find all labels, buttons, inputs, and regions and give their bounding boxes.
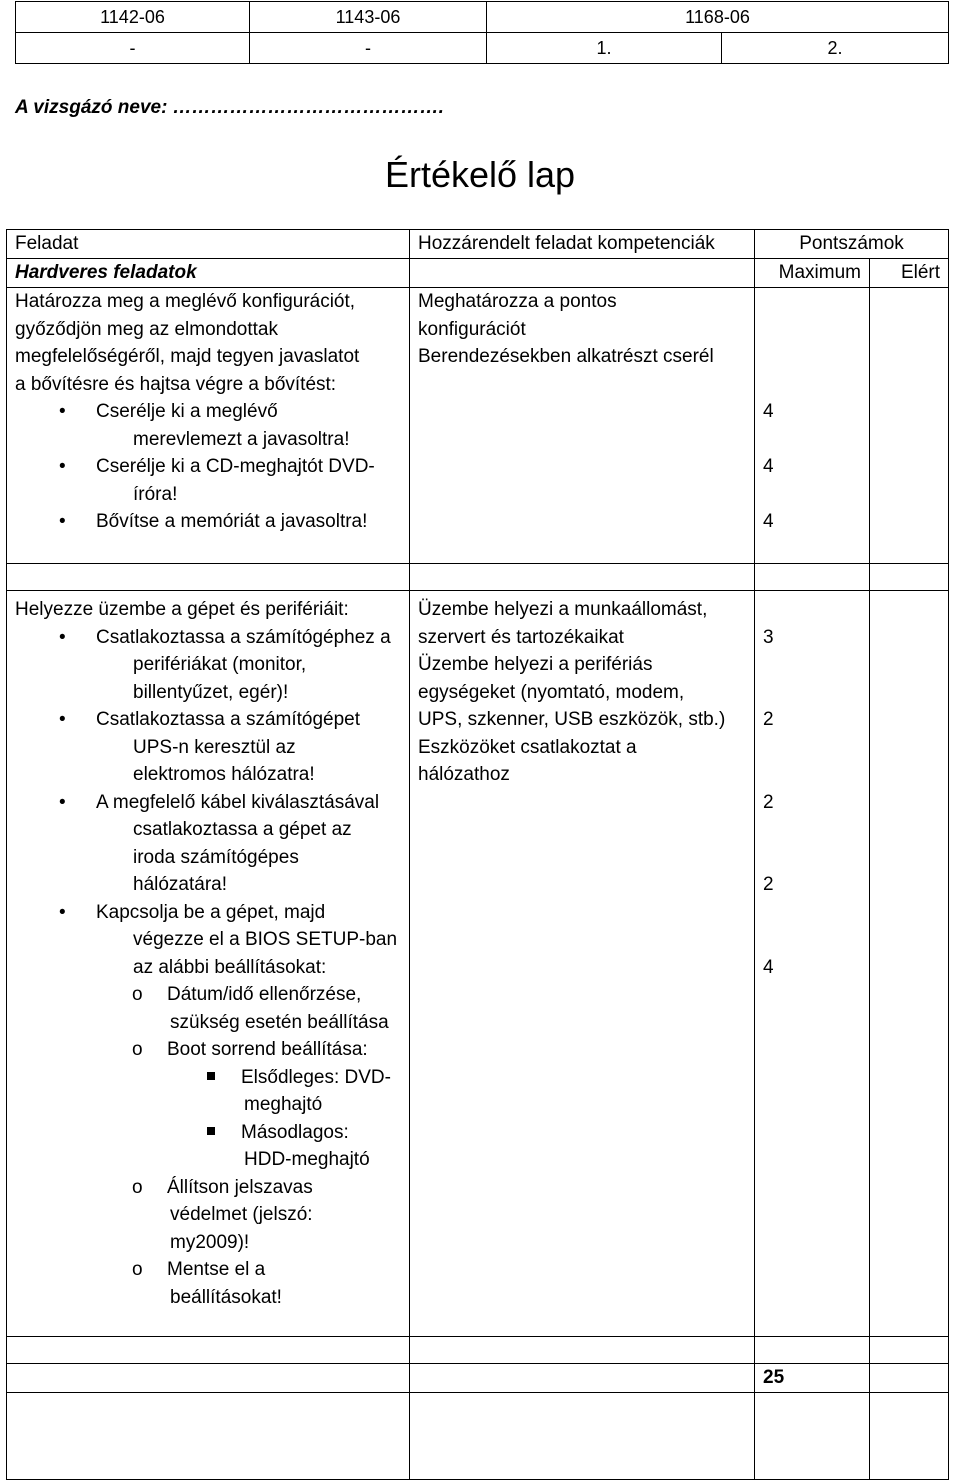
max-points: 4: [763, 401, 774, 422]
sub-list-item: [15, 981, 401, 1036]
header-maximum: Maximum: [755, 259, 870, 288]
competency-line: hálózathoz: [418, 764, 510, 785]
page-title: Értékelő lap: [384, 154, 576, 195]
total-row: [7, 1364, 949, 1393]
list-item-text: A megfelelő kábel kiválasztásával: [96, 791, 380, 813]
code-cell: -: [16, 33, 250, 64]
competency-line: UPS, szkenner, USB eszközök, stb.): [418, 709, 726, 730]
header-competencies: Hozzárendelt feladat kompetenciák: [410, 230, 755, 259]
task-description: [7, 288, 410, 564]
competency-line: Üzembe helyezi a perifériás: [418, 654, 653, 675]
list-item-text: íróra!: [133, 483, 178, 505]
max-points: 2: [763, 709, 774, 730]
table-header-row: [7, 230, 949, 259]
list-item-text: szükség esetén beállítása: [170, 1011, 389, 1033]
list-item-text: billentyűzet, egér)!: [133, 681, 289, 703]
sub-sub-list-item: [15, 1064, 401, 1119]
list-item: [15, 706, 401, 789]
list-item-text: Állítson jelszavas: [167, 1176, 313, 1198]
competency-line: konfigurációt: [418, 318, 526, 340]
task-intro-line: győződjön meg az elmondottak: [15, 318, 278, 340]
competency-line: Üzembe helyezi a munkaállomást,: [418, 599, 708, 620]
list-item-text: elektromos hálózatra!: [133, 764, 315, 785]
list-item-text: Cserélje ki a CD-meghajtót DVD-: [96, 456, 375, 477]
list-item-text: csatlakoztassa a gépet az: [133, 819, 352, 840]
spacer-row: [7, 1337, 949, 1364]
achieved-points-cell: [870, 591, 949, 1337]
competency-line: Meghatározza a pontos: [418, 291, 617, 312]
task-description: [7, 591, 410, 1337]
sub-sub-list-item: [15, 1119, 401, 1174]
code-row-1: [16, 2, 949, 33]
list-item-text: HDD-meghajtó: [244, 1149, 370, 1170]
list-item-text: Másodlagos:: [241, 1121, 349, 1143]
spacer-row: [7, 564, 949, 591]
max-points: 4: [763, 956, 774, 978]
list-item-text: Dátum/idő ellenőrzése,: [167, 984, 362, 1005]
list-item-text: Kapcsolja be a gépet, majd: [96, 901, 326, 923]
code-cell: 1168-06: [487, 2, 949, 33]
max-points-cell: [755, 591, 870, 1337]
evaluation-table: [6, 229, 949, 1480]
total-points: 25: [755, 1364, 870, 1393]
candidate-name-label: A vizsgázó neve: …………………………………….: [15, 97, 444, 118]
list-item-text: Mentse el a: [167, 1259, 266, 1280]
table-subheader-row: [7, 259, 949, 288]
task-list: [15, 398, 401, 536]
max-points: 2: [763, 791, 774, 813]
max-points: 4: [763, 511, 774, 532]
competency-line: Eszközöket csatlakoztat a: [418, 736, 637, 758]
code-cell: -: [250, 33, 487, 64]
list-item-text: iroda számítógépes: [133, 846, 299, 868]
list-item: [15, 624, 401, 707]
code-cell: 1143-06: [250, 2, 487, 33]
list-item-text: Csatlakoztassa a számítógépet: [96, 709, 361, 730]
list-item-text: Boot sorrend beállítása:: [167, 1039, 368, 1060]
task-intro-line: a bővítésre és hajtsa végre a bővítést:: [15, 373, 337, 395]
list-item-text: UPS-n keresztül az: [133, 736, 296, 758]
list-item-text: az alábbi beállításokat:: [133, 956, 327, 978]
code-row-2: [16, 33, 949, 64]
list-item-text: merevlemezt a javasoltra!: [133, 428, 350, 450]
code-cell: 1.: [487, 33, 722, 64]
list-item-text: meghajtó: [244, 1094, 323, 1115]
list-item: [15, 789, 401, 899]
list-item-text: Csatlakoztassa a számítógéphez a: [96, 626, 391, 648]
list-item-text: Bővítse a memóriát a javasoltra!: [96, 511, 368, 532]
sub-list-item: [15, 1256, 401, 1311]
competency-cell: [410, 591, 755, 1337]
competency-line: egységeket (nyomtató, modem,: [418, 681, 685, 703]
list-item-text: my2009)!: [170, 1231, 250, 1253]
code-table: [15, 1, 949, 64]
task-intro-line: Határozza meg a meglévő konfigurációt,: [15, 291, 356, 312]
max-points: 4: [763, 456, 774, 477]
list-item-text: beállításokat!: [170, 1286, 282, 1308]
task-row-1: [7, 288, 949, 564]
max-points: 3: [763, 626, 774, 648]
list-item-text: végezze el a BIOS SETUP-ban: [133, 929, 398, 950]
list-item-text: Elsődleges: DVD-: [241, 1066, 391, 1088]
competency-line: szervert és tartozékaikat: [418, 626, 624, 648]
sub-list-item: [15, 1036, 401, 1064]
task-intro-line: Helyezze üzembe a gépet és perifériáit:: [15, 599, 349, 620]
competency-cell: [410, 288, 755, 564]
task-list: [15, 624, 401, 1312]
list-item-text: védelmet (jelszó:: [170, 1204, 313, 1225]
list-item-text: perifériákat (monitor,: [133, 654, 307, 675]
list-item: [15, 508, 401, 536]
list-item: [15, 398, 401, 453]
header-task: Feladat: [7, 230, 410, 259]
header-achieved: Elért: [870, 259, 949, 288]
list-item-text: hálózatára!: [133, 874, 228, 895]
max-points: 2: [763, 874, 774, 895]
list-item: [15, 899, 401, 982]
task-row-2: [7, 591, 949, 1337]
list-item: [15, 453, 401, 508]
achieved-points-cell: [870, 288, 949, 564]
sub-list-item: [15, 1174, 401, 1257]
max-points-cell: [755, 288, 870, 564]
list-item-text: Cserélje ki a meglévő: [96, 401, 278, 422]
section-title: Hardveres feladatok: [7, 259, 410, 288]
task-intro-line: megfelelőségéről, majd tegyen javaslatot: [15, 346, 360, 367]
header-points: Pontszámok: [755, 230, 949, 259]
code-cell: 1142-06: [16, 2, 250, 33]
code-cell: 2.: [722, 33, 949, 64]
empty-cell: [410, 259, 755, 288]
empty-row: [7, 1393, 949, 1480]
competency-line: Berendezésekben alkatrészt cserél: [418, 346, 714, 367]
